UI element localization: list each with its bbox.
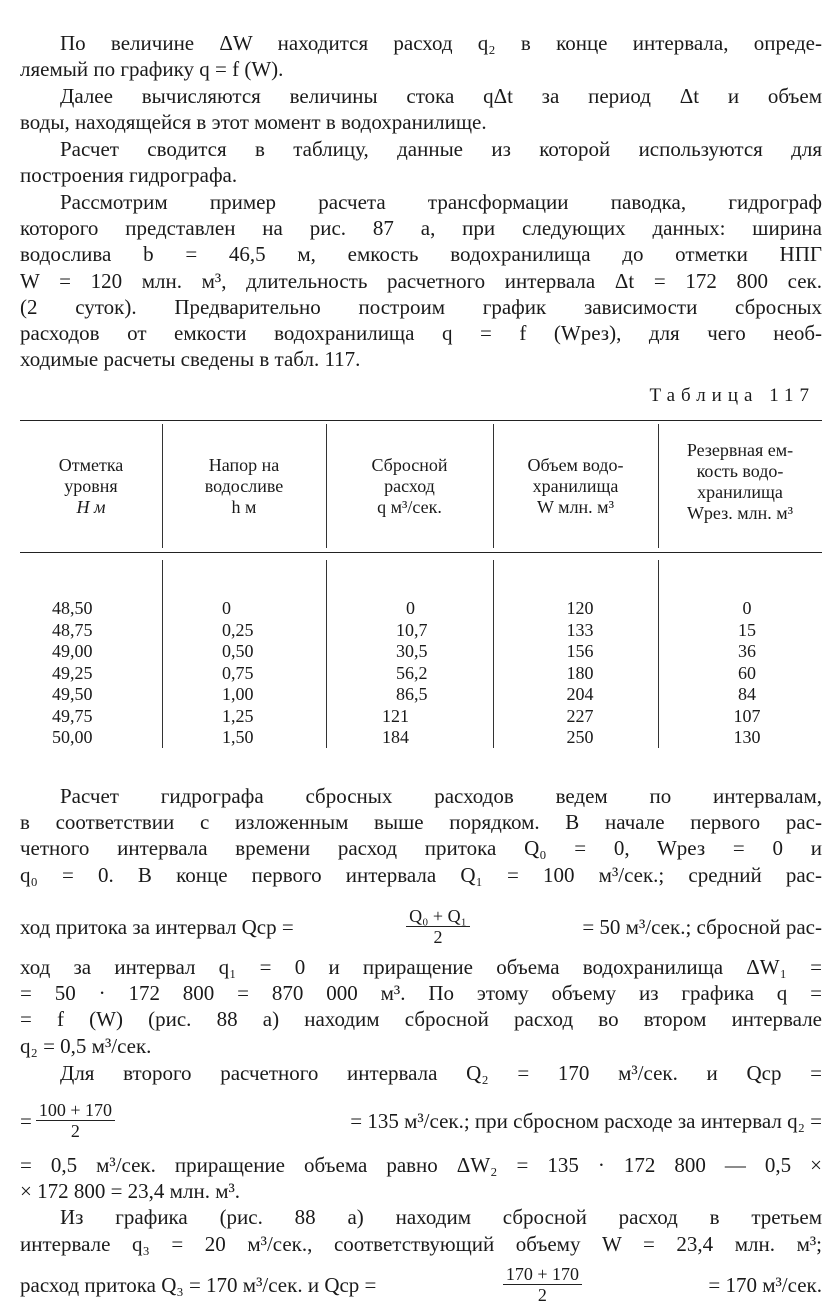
text-line: × 172 800 = 23,4 млн. м³. — [20, 1179, 241, 1204]
table-cell: 250 — [566, 727, 594, 747]
table-cell: 1,00 — [222, 684, 254, 704]
table-header-H — [20, 455, 162, 518]
table-header-rule — [20, 552, 822, 553]
text-line: Расчет гидрографа сбросных расходов ведем по интервалам, — [60, 784, 822, 808]
table-cell: 121 — [382, 705, 409, 726]
table-cell: 60 — [738, 662, 756, 683]
header-line: W млн. м³ — [537, 497, 614, 517]
equation-group — [20, 1100, 115, 1141]
header-line: Wрез. млн. м³ — [686, 503, 794, 523]
text-line: Расчет сводится в таблицу, данные из которой используются для — [60, 137, 822, 161]
text-line: четного интервала времени расход притока Q₀ = 0, Wрез = 0 и — [20, 836, 822, 861]
table-cell: 30,5 — [396, 641, 428, 661]
calc-paragraph-2 — [20, 954, 822, 1059]
table-divider — [326, 560, 327, 748]
table-cell: 48,75 — [52, 619, 93, 640]
table-cell: 0,75 — [222, 662, 254, 683]
equation-line-135 — [20, 1100, 822, 1141]
text-line: По величине ΔW находится расход q₂ в конце интервала, опреде- — [60, 31, 822, 55]
fraction-numerator: 170 + 170 — [503, 1264, 582, 1285]
table-header-Wrez — [658, 440, 822, 524]
text-line: W = 120 млн. м³, длительность расчетного интервала Δt = 172 800 сек. — [20, 268, 822, 293]
equation-text: = 50 м³/сек.; сбросной рас- — [582, 914, 822, 939]
table-caption: Таблица 117 — [649, 385, 815, 406]
text-line: Далее вычисляются величины стока qΔt за период Δt и объем — [60, 84, 822, 108]
column-Wrez — [722, 598, 772, 749]
text-line: Из графика (рис. 88 а) находим сбросной расход в третьем — [60, 1205, 822, 1230]
table-cell: 49,00 — [52, 641, 93, 661]
table-cell: 184 — [382, 727, 409, 747]
table-cell: 0 — [742, 598, 752, 618]
text-line: которого представлен на рис. 87 а, при следующих данных: ширина — [20, 216, 822, 241]
table-divider — [658, 560, 659, 748]
text-line: Рассмотрим пример расчета трансформации паводка, гидрограф — [60, 190, 822, 214]
table-cell: 10,7 — [396, 619, 428, 640]
table-cell: 120 — [566, 598, 594, 618]
table-header-h — [162, 455, 326, 518]
table-header-q — [326, 455, 493, 518]
column-h — [222, 598, 282, 749]
paragraph-3 — [20, 136, 822, 188]
paragraph-4 — [20, 189, 822, 372]
fraction-numerator: Q₀ + Q₁ — [406, 906, 470, 927]
text-line: воды, находящейся в этот момент в водохранилище. — [20, 110, 487, 135]
fraction-denominator: 2 — [433, 927, 443, 947]
table-cell: 56,2 — [396, 662, 428, 683]
table-cell: 15 — [738, 619, 756, 640]
equation-text: расход притока Q₃ = 170 м³/сек. и Qср = — [20, 1272, 377, 1297]
text-line: q₀ = 0. В конце первого интервала Q₁ = 100 м³/сек.; средний рас- — [20, 862, 822, 887]
column-q — [382, 598, 442, 749]
header-line: расход — [384, 476, 435, 496]
equation-text: ход притока за интервал Qср = — [20, 914, 294, 939]
equation-line-170 — [20, 1264, 822, 1305]
equals-sign: = — [20, 1108, 32, 1133]
text-line: = f (W) (рис. 88 а) находим сбросной расход во втором интервале — [20, 1007, 822, 1032]
table-cell: 0,50 — [222, 641, 254, 661]
header-line: h м — [231, 497, 257, 517]
paragraph-2 — [20, 83, 822, 135]
header-line: q м³/сек. — [377, 497, 442, 517]
calc-paragraph-3 — [20, 1060, 822, 1086]
table-header-W — [493, 455, 658, 518]
table-cell: 49,25 — [52, 662, 93, 683]
text-line: в соответствии с изложенным выше порядком. В начале первого рас- — [20, 810, 822, 835]
table-cell: 84 — [738, 684, 756, 704]
text-line: Для второго расчетного интервала Q₂ = 170 м³/сек. и Qср = — [60, 1061, 822, 1085]
fraction — [36, 1100, 115, 1141]
table-cell: 49,75 — [52, 705, 93, 726]
table-divider — [493, 560, 494, 748]
calc-paragraph-4 — [20, 1152, 822, 1257]
table-cell: 36 — [738, 641, 756, 661]
text-line: = 50 · 172 800 = 870 000 м³. По этому объему из графика q = — [20, 981, 822, 1006]
table-cell: 48,50 — [52, 598, 93, 618]
text-line: = 0,5 м³/сек. приращение объема равно ΔW₂ = 135 · 172 800 — 0,5 × — [20, 1153, 822, 1177]
text-line: (2 суток). Предварительно построим график зависимости сбросных — [20, 294, 822, 319]
text-line: водослива b = 46,5 м, емкость водохранилища до отметки НПГ — [20, 242, 822, 267]
table-cell: 86,5 — [396, 684, 428, 704]
table-cell: 0 — [406, 598, 415, 618]
table-cell: 1,50 — [222, 727, 254, 747]
calc-paragraph-1 — [20, 783, 822, 888]
header-line: H м — [76, 497, 106, 517]
header-line: водосливе — [204, 476, 284, 496]
header-line: Напор на — [208, 455, 280, 475]
text-line: ляемый по графику q = f (W). — [20, 57, 284, 82]
fraction — [503, 1264, 582, 1305]
table-cell: 50,00 — [52, 727, 93, 747]
text-line: интервале q₃ = 20 м³/сек., соответствующий объему W = 23,4 млн. м³; — [20, 1231, 822, 1256]
text-line: построения гидрографа. — [20, 163, 238, 188]
header-line: Резервная ем- — [686, 440, 794, 460]
equation-line-qcp — [20, 906, 822, 947]
equation-text: = 170 м³/сек. — [708, 1272, 822, 1297]
table-cell: 180 — [566, 662, 594, 683]
table-divider — [162, 560, 163, 748]
table-cell: 204 — [566, 684, 594, 704]
fraction-denominator: 2 — [537, 1285, 547, 1305]
text-line: q₂ = 0,5 м³/сек. — [20, 1033, 152, 1058]
header-line: хранилища — [697, 482, 783, 502]
header-line: хранилища — [532, 476, 619, 496]
text-line: расходов от емкости водохранилища q = f (Wрез), для чего необ- — [20, 321, 822, 346]
header-line: кость водо- — [696, 461, 784, 481]
fraction — [406, 906, 470, 947]
table-top-rule — [20, 420, 822, 421]
header-line: Объем водо- — [527, 455, 624, 475]
table-cell: 107 — [733, 705, 761, 726]
table-cell: 156 — [566, 641, 594, 661]
fraction-denominator: 2 — [70, 1121, 80, 1141]
text-line: ход за интервал q₁ = 0 и приращение объема водохранилища ΔW₁ = — [20, 955, 822, 979]
fraction-numerator: 100 + 170 — [36, 1100, 115, 1121]
equation-text: = 135 м³/сек.; при сбросном расходе за интервал q₂ = — [350, 1108, 822, 1133]
table-cell: 0,25 — [222, 619, 254, 640]
column-W — [555, 598, 605, 749]
column-H — [52, 598, 132, 749]
table-cell: 1,25 — [222, 705, 254, 726]
table-cell: 49,50 — [52, 684, 93, 704]
table-cell: 227 — [566, 705, 594, 726]
header-line: уровня — [64, 476, 118, 496]
table-cell: 133 — [566, 619, 594, 640]
header-line: Отметка — [58, 455, 124, 475]
table-cell: 0 — [222, 598, 231, 618]
header-line: Сбросной — [371, 455, 448, 475]
text-line: ходимые расчеты сведены в табл. 117. — [20, 347, 361, 372]
paragraph-1 — [20, 30, 822, 82]
table-cell: 130 — [733, 727, 761, 747]
